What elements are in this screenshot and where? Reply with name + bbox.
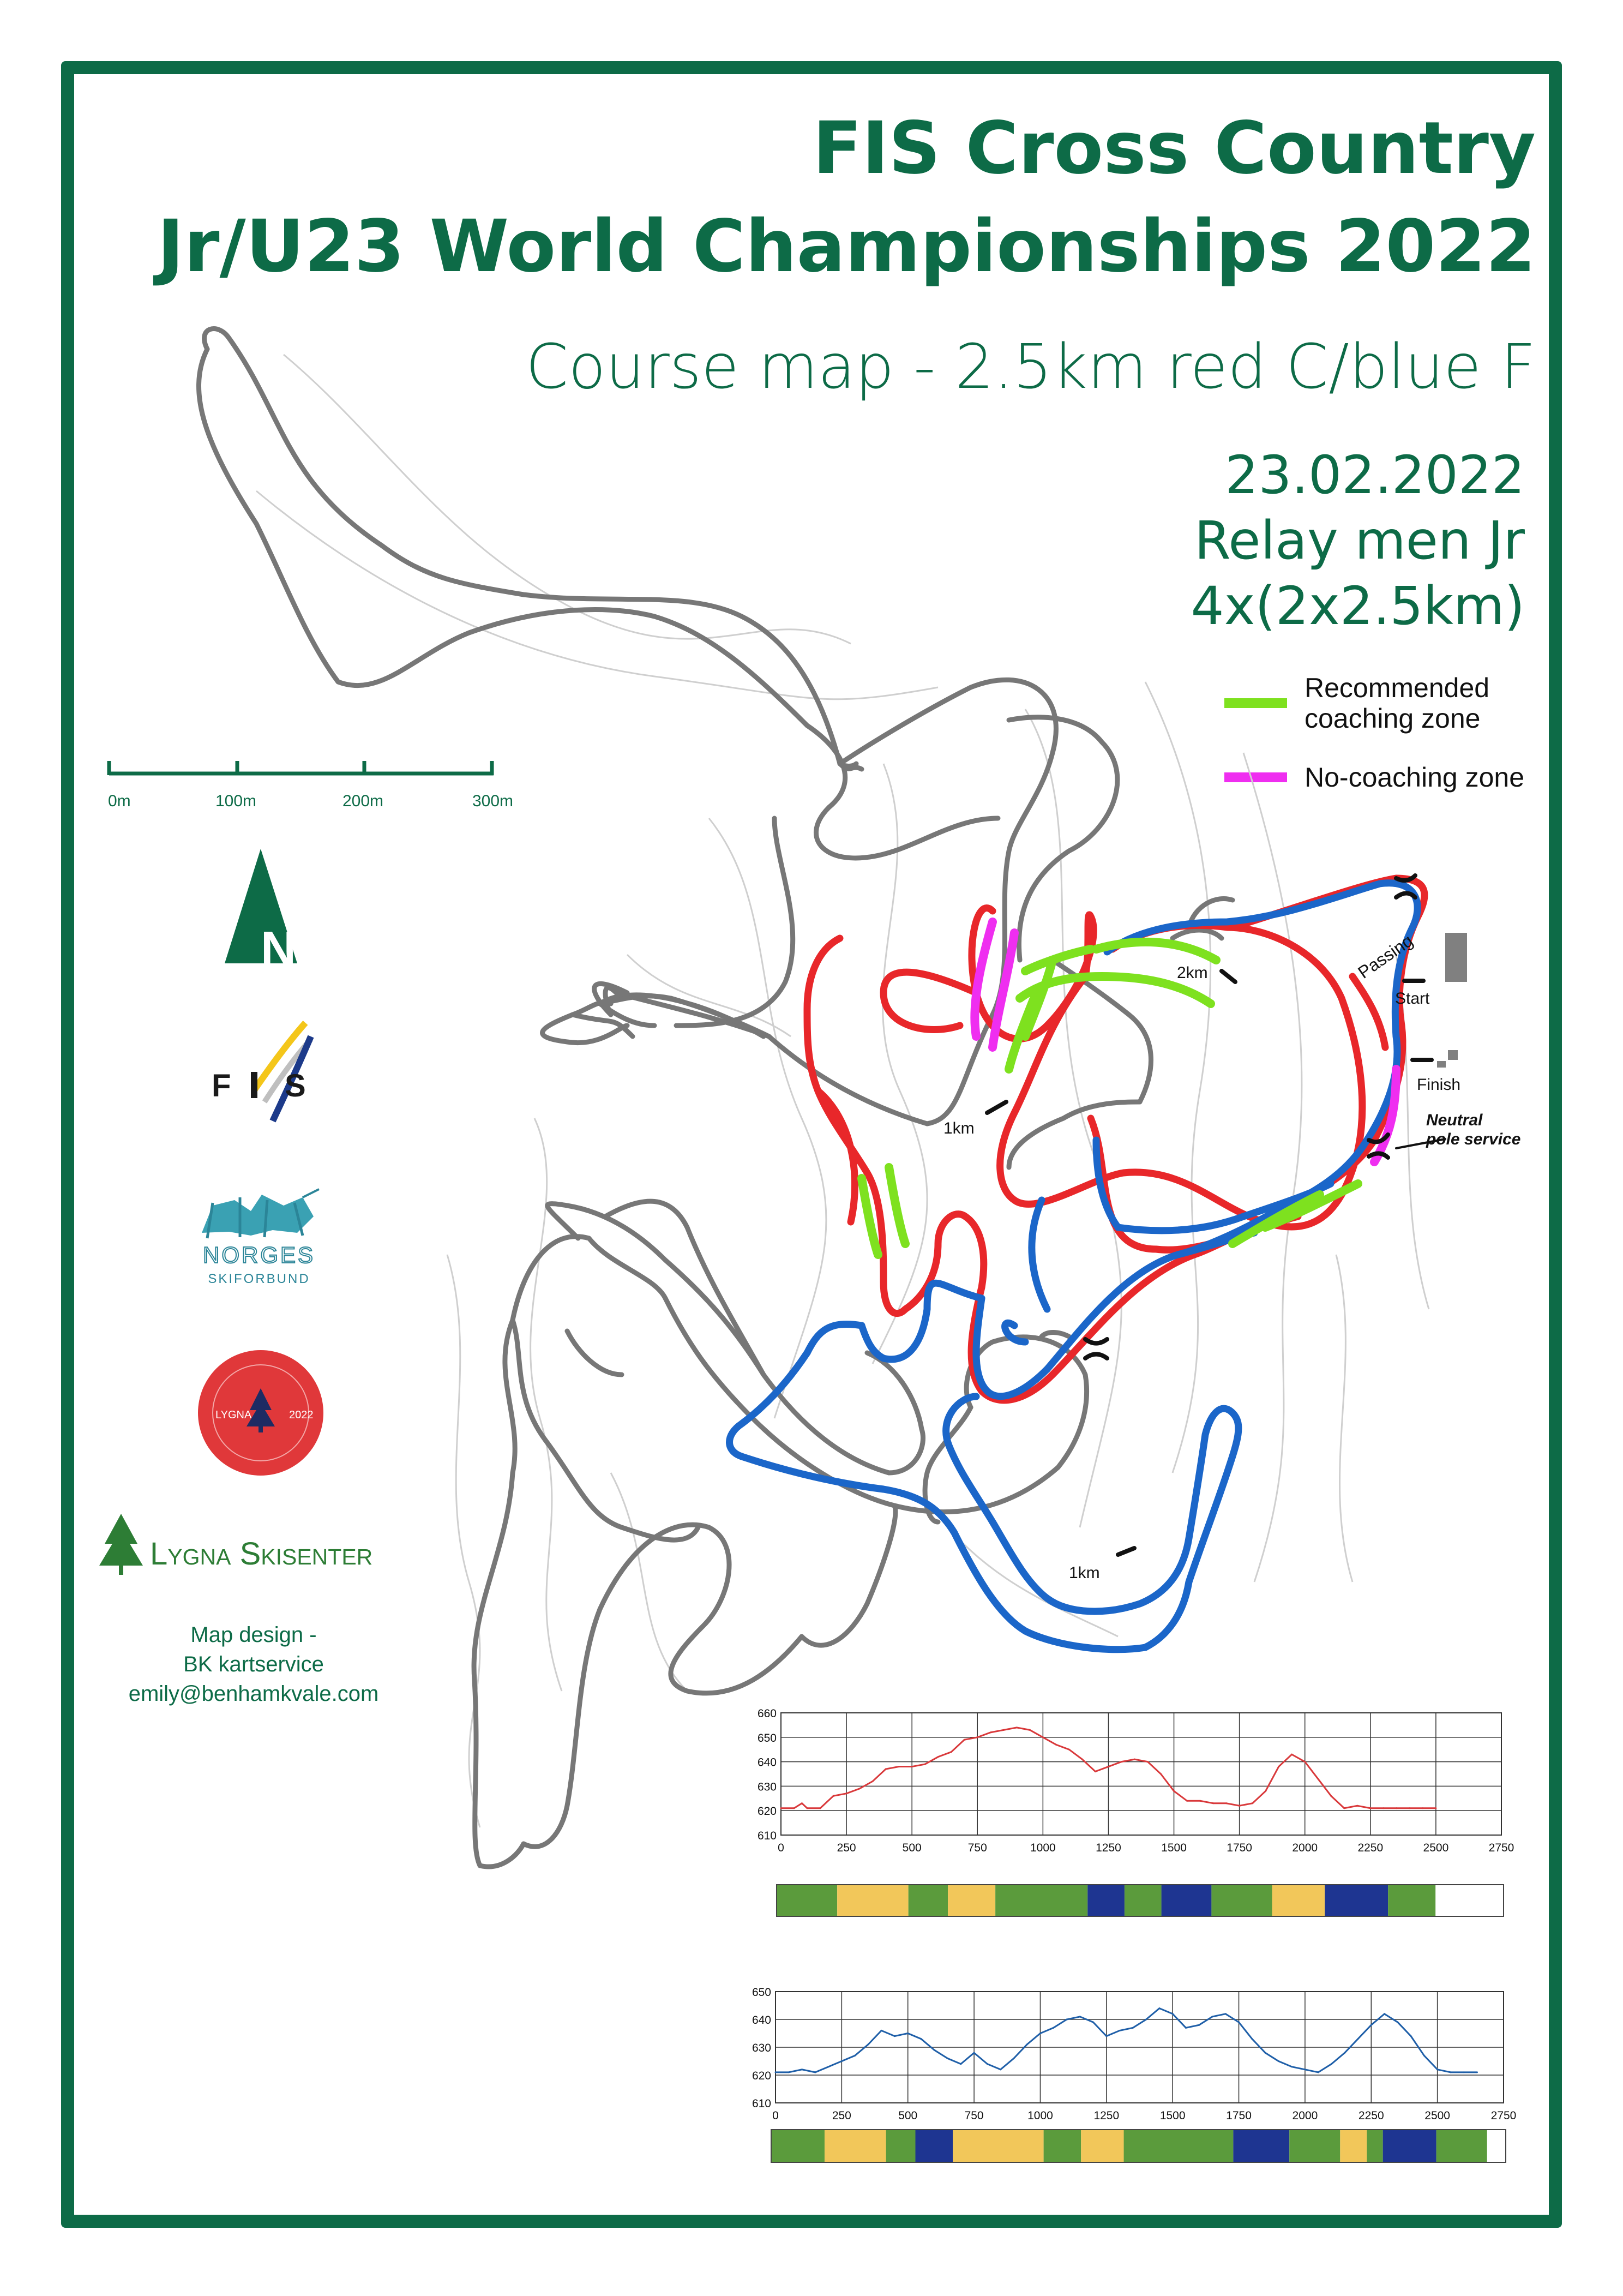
- x-tick-label: 1000: [1027, 2109, 1053, 2122]
- y-tick-label: 630: [752, 2042, 771, 2054]
- elevation-point: [907, 2033, 909, 2034]
- elevation-point: [1013, 2058, 1014, 2059]
- credits-line-3: emily@benhamkvale.com: [128, 1682, 379, 1706]
- elevation-point: [1199, 1800, 1201, 1802]
- scale-label-0: 0m: [108, 792, 131, 810]
- elevation-point: [775, 2071, 777, 2073]
- elevation-point: [1055, 1744, 1057, 1746]
- y-tick-label: 610: [757, 1830, 777, 1842]
- lygna-skisenter-logo: [99, 1514, 372, 1575]
- terrain-segment: [995, 1885, 1087, 1916]
- elevation-point: [960, 2063, 961, 2065]
- elevation-point: [977, 1736, 978, 1738]
- elevation-point: [1356, 1805, 1358, 1807]
- x-tick-label: 250: [832, 2109, 851, 2122]
- elevation-point: [794, 1807, 795, 1809]
- elevation-point: [964, 1739, 965, 1741]
- title-line-1: FIS Cross Country: [813, 106, 1536, 190]
- x-tick-label: 0: [772, 2109, 779, 2122]
- terrain-segment: [916, 2130, 953, 2162]
- title-line-2: Jr/U23 World Championships 2022: [157, 205, 1536, 289]
- svg-text:N: N: [261, 922, 296, 976]
- x-tick-label: 500: [902, 1842, 922, 1854]
- svg-text:Lygna Skisenter: Lygna Skisenter: [150, 1536, 373, 1572]
- x-tick-label: 2000: [1292, 1842, 1318, 1854]
- terrain-segment: [1087, 1885, 1125, 1916]
- svg-text:NORGES: NORGES: [202, 1242, 316, 1268]
- elevation-point: [1265, 1790, 1266, 1792]
- elevation-point: [1409, 1807, 1410, 1809]
- terrain-segment: [1081, 2130, 1123, 2162]
- elevation-point: [1278, 1766, 1279, 1767]
- elevation-point: [1423, 2055, 1425, 2057]
- elevation-point: [1212, 1802, 1214, 1804]
- finish-hut-2: [1437, 1061, 1446, 1068]
- legend-no-coaching-label: No-coaching zone: [1305, 762, 1525, 793]
- elevation-point: [1119, 2030, 1121, 2031]
- terrain-segment: [1340, 2130, 1367, 2162]
- elevation-point: [924, 1764, 926, 1765]
- elevation-point: [990, 1731, 991, 1733]
- label-neutral: Neutral: [1426, 1111, 1483, 1129]
- elevation-point: [1095, 1771, 1096, 1772]
- elevation-point: [1132, 2027, 1134, 2029]
- elevation-point: [859, 1788, 861, 1789]
- elevation-point: [1212, 2016, 1213, 2017]
- elevation-point: [780, 1807, 782, 1809]
- terrain-segment: [1325, 1885, 1388, 1916]
- elevation-point: [1081, 1759, 1083, 1760]
- elevation-point: [1092, 2022, 1094, 2023]
- y-tick-label: 640: [757, 1756, 777, 1769]
- elevation-point: [807, 1807, 808, 1809]
- fis-logo: [212, 1023, 311, 1121]
- y-tick-label: 620: [757, 1805, 777, 1818]
- elevation-point: [1147, 1761, 1149, 1763]
- elevation-point: [814, 2071, 816, 2073]
- elevation-point: [801, 2069, 803, 2070]
- elevation-point: [1317, 1778, 1319, 1779]
- elevation-point: [1410, 2035, 1412, 2037]
- terrain-segment: [837, 1885, 908, 1916]
- elevation-point: [1239, 1805, 1240, 1807]
- elevation-point: [885, 1769, 887, 1770]
- elevation-point: [1160, 1773, 1162, 1775]
- elevation-point: [854, 2055, 856, 2057]
- label-passing: Passing: [1354, 930, 1417, 982]
- elevation-point: [1134, 1759, 1135, 1760]
- elevation-point: [1463, 2071, 1465, 2073]
- y-tick-label: 610: [752, 2097, 771, 2110]
- terrain-segment: [825, 2130, 886, 2162]
- x-tick-label: 250: [837, 1842, 856, 1854]
- elevation-point: [1185, 2027, 1187, 2029]
- x-tick-label: 0: [778, 1842, 784, 1854]
- label-finish: Finish: [1417, 1076, 1461, 1094]
- label-1km-red: 1km: [943, 1119, 975, 1137]
- norges-skiforbund-logo: [202, 1189, 319, 1286]
- elevation-point: [1330, 1795, 1332, 1797]
- label-start: Start: [1395, 990, 1430, 1008]
- elevation-point: [1304, 2069, 1306, 2070]
- lygna-2022-seal: [198, 1350, 323, 1476]
- x-tick-label: 1750: [1226, 2109, 1252, 2122]
- terrain-segment: [1388, 1885, 1435, 1916]
- credits-line-1: Map design -: [190, 1623, 317, 1647]
- elevation-point: [841, 2060, 843, 2062]
- y-tick-label: 630: [757, 1781, 777, 1794]
- elevation-point: [881, 2030, 882, 2031]
- elevation-point: [1053, 2027, 1054, 2029]
- elevation-point: [867, 2043, 869, 2045]
- elevation-point: [1291, 1754, 1293, 1755]
- terrain-segment: [948, 1885, 995, 1916]
- marker-crossing: [1085, 1339, 1107, 1358]
- label-1km-blue: 1km: [1069, 1564, 1100, 1582]
- stadium-building: [1445, 933, 1467, 982]
- elevation-point: [1068, 1749, 1070, 1751]
- elevation-point: [1029, 1729, 1031, 1731]
- elevation-point: [1382, 1807, 1384, 1809]
- elevation-point: [1436, 2069, 1438, 2070]
- credits: [109, 1620, 398, 1708]
- elevation-point: [788, 2071, 790, 2073]
- elevation-point: [820, 1807, 821, 1809]
- svg-text:S: S: [285, 1068, 306, 1104]
- legend-recommended-label: Recommended coaching zone: [1305, 673, 1490, 734]
- elevation-point: [1396, 1807, 1397, 1809]
- terrain-segment: [771, 2130, 825, 2162]
- elevation-point: [1318, 2071, 1319, 2073]
- elevation-point: [1278, 2060, 1279, 2062]
- terrain-segment: [886, 2130, 916, 2162]
- terrain-segment: [1162, 1885, 1212, 1916]
- elevation-point: [1105, 2035, 1107, 2037]
- terrain-segment: [1044, 2130, 1081, 2162]
- x-tick-label: 1250: [1093, 2109, 1120, 2122]
- elevation-point: [934, 2049, 935, 2051]
- terrain-segment: [909, 1885, 948, 1916]
- elevation-point: [973, 2052, 975, 2054]
- elevation-point: [898, 1766, 900, 1767]
- x-tick-label: 1500: [1159, 2109, 1186, 2122]
- elevation-profile-blue: [725, 1986, 1522, 2166]
- terrain-segment: [1211, 1885, 1272, 1916]
- svg-text:SKIFORBUND: SKIFORBUND: [208, 1272, 310, 1286]
- terrain-segment: [1436, 2130, 1487, 2162]
- x-tick-label: 2750: [1490, 2109, 1517, 2122]
- elevation-point: [1238, 2022, 1240, 2023]
- elevation-point: [894, 2035, 895, 2037]
- elevation-point: [1397, 2022, 1398, 2023]
- elevation-point: [911, 1766, 913, 1767]
- x-tick-label: 1500: [1161, 1842, 1187, 1854]
- elevation-point: [987, 2063, 988, 2065]
- elevation-point: [1265, 2052, 1266, 2054]
- elevation-point: [1066, 2019, 1068, 2021]
- x-tick-label: 2500: [1423, 1842, 1449, 1854]
- race-event: Relay men Jr: [1194, 510, 1525, 571]
- elevation-point: [801, 1802, 803, 1804]
- terrain-segment: [1289, 2130, 1340, 2162]
- x-tick-label: 2750: [1488, 1842, 1514, 1854]
- race-format: 4x(2x2.5km): [1191, 576, 1525, 637]
- x-tick-label: 500: [898, 2109, 918, 2122]
- terrain-segment: [1272, 1885, 1325, 1916]
- elevation-point: [937, 1756, 939, 1758]
- elevation-point: [1198, 2024, 1200, 2026]
- marker-1km-blue: [1118, 1548, 1134, 1555]
- elevation-point: [1225, 2013, 1227, 2015]
- scale-bar: [108, 761, 513, 810]
- terrain-segment: [1125, 1885, 1162, 1916]
- elevation-point: [1422, 1807, 1423, 1809]
- elevation-point: [1145, 2019, 1147, 2021]
- elevation-point: [1343, 1807, 1345, 1809]
- terrain-segment: [1233, 2130, 1289, 2162]
- red-course: [807, 878, 1424, 1400]
- page-subtitle: Course map - 2.5km red C/blue F: [526, 332, 1536, 403]
- elevation-point: [1026, 2043, 1028, 2045]
- x-tick-label: 1250: [1096, 1842, 1121, 1854]
- elevation-point: [1304, 1761, 1306, 1763]
- elevation-point: [1252, 1802, 1253, 1804]
- terrain-segment: [1124, 2130, 1234, 2162]
- y-tick-label: 650: [752, 1986, 771, 1999]
- elevation-point: [1042, 1736, 1044, 1738]
- elevation-point: [1384, 2013, 1385, 2015]
- elevation-point: [1158, 2007, 1160, 2009]
- marker-1km-red: [987, 1102, 1006, 1113]
- elevation-point: [833, 1795, 834, 1797]
- race-date: 23.02.2022: [1225, 445, 1525, 506]
- x-tick-label: 2250: [1357, 1842, 1384, 1854]
- elevation-point: [1291, 2066, 1293, 2067]
- elevation-point: [1039, 2033, 1041, 2034]
- x-tick-label: 2000: [1292, 2109, 1318, 2122]
- x-tick-label: 1750: [1227, 1842, 1252, 1854]
- scale-label-100: 100m: [215, 792, 257, 810]
- north-arrow-icon: [225, 849, 297, 976]
- scale-label-300: 300m: [472, 792, 514, 810]
- svg-text:F: F: [212, 1068, 231, 1104]
- elevation-point: [921, 2038, 922, 2040]
- elevation-point: [872, 1781, 874, 1782]
- finish-hut: [1448, 1050, 1458, 1060]
- y-tick-label: 620: [752, 2070, 771, 2082]
- elevation-point: [1173, 1790, 1175, 1792]
- elevation-point: [1435, 1807, 1436, 1809]
- terrain-segment: [1367, 2130, 1382, 2162]
- elevation-point: [1172, 2013, 1174, 2015]
- elevation-point: [828, 2066, 829, 2067]
- elevation-point: [1450, 2071, 1451, 2073]
- terrain-segment: [1383, 2130, 1436, 2162]
- elevation-point: [1331, 2063, 1332, 2065]
- coaching-zones: [862, 922, 1396, 1255]
- y-tick-label: 650: [757, 1731, 777, 1745]
- label-pole-service: pole service: [1426, 1130, 1521, 1148]
- svg-text:LYGNA: LYGNA: [215, 1409, 252, 1421]
- elevation-point: [1016, 1727, 1018, 1728]
- terrain-segment: [777, 1885, 837, 1916]
- plot-area: [781, 1713, 1501, 1835]
- x-tick-label: 2500: [1424, 2109, 1450, 2122]
- elevation-point: [1108, 1766, 1109, 1767]
- elevation-point: [1000, 2069, 1001, 2070]
- x-tick-label: 750: [964, 2109, 984, 2122]
- elevation-point: [846, 1793, 847, 1794]
- elevation-point: [1251, 2038, 1253, 2040]
- elevation-point: [1357, 2038, 1359, 2040]
- terrain-segment: [953, 2130, 1044, 2162]
- elevation-point: [951, 1751, 952, 1753]
- elevation-point: [1225, 1802, 1227, 1804]
- x-tick-label: 1000: [1030, 1842, 1056, 1854]
- y-tick-label: 660: [757, 1707, 777, 1720]
- marker-2km: [1222, 971, 1235, 982]
- elevation-point: [1079, 2016, 1081, 2017]
- y-tick-label: 640: [752, 2014, 771, 2027]
- elevation-point: [1186, 1800, 1188, 1802]
- elevation-point: [1369, 1807, 1371, 1809]
- elevation-point: [1476, 2071, 1478, 2073]
- elevation-profile-red: [725, 1702, 1522, 1986]
- x-tick-label: 2250: [1358, 2109, 1384, 2122]
- elevation-point: [1003, 1729, 1005, 1731]
- scale-label-200: 200m: [342, 792, 384, 810]
- svg-text:2022: 2022: [289, 1409, 314, 1421]
- credits-line-2: BK kartservice: [183, 1652, 324, 1676]
- x-tick-label: 750: [967, 1842, 987, 1854]
- elevation-point: [1121, 1761, 1122, 1763]
- elevation-point: [947, 2058, 948, 2059]
- elevation-point: [1370, 2024, 1372, 2026]
- label-2km: 2km: [1177, 964, 1208, 982]
- elevation-point: [1344, 2052, 1345, 2054]
